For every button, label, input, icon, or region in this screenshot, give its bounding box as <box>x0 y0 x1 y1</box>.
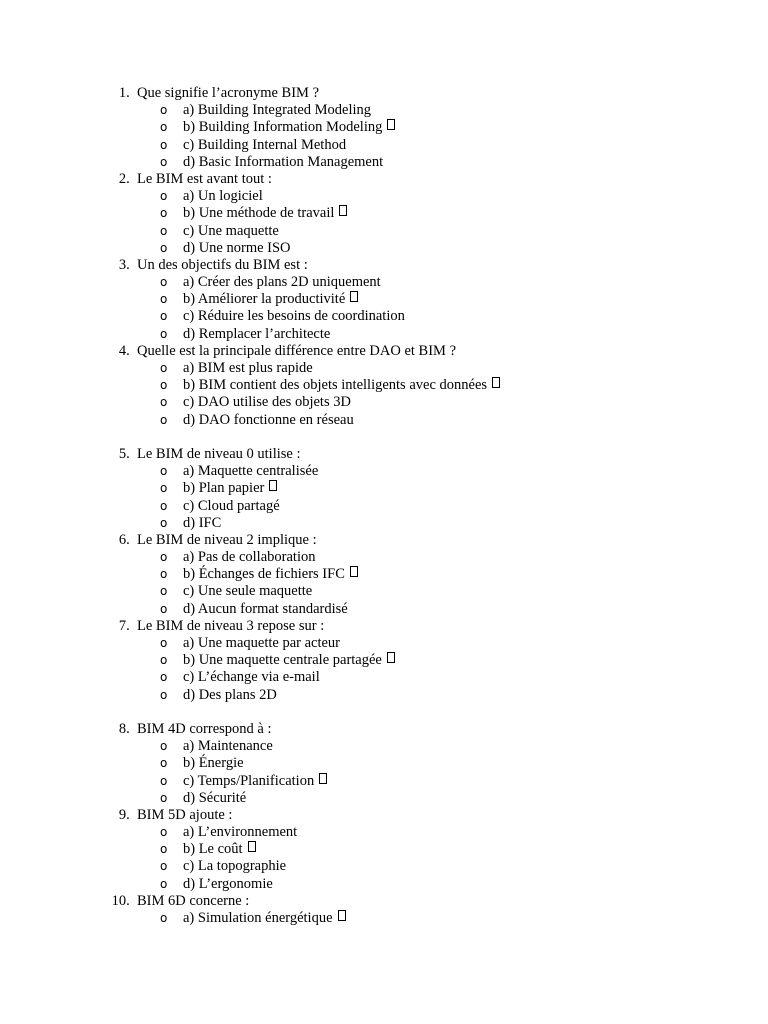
answer-option <box>0 858 768 875</box>
answer-option <box>0 515 768 532</box>
answer-option-text: b) Échanges de fichiers IFC <box>183 566 345 583</box>
question-text: BIM 5D ajoute : <box>137 806 233 823</box>
bullet-icon: o <box>160 876 168 891</box>
section-spacer <box>0 704 768 721</box>
correct-answer-box-icon <box>269 480 277 491</box>
bullet-icon: o <box>160 223 168 238</box>
answer-option <box>0 463 768 480</box>
bullet-icon: o <box>160 103 168 118</box>
question-number: 9. <box>118 806 137 823</box>
bullet-icon: o <box>160 154 168 169</box>
bullet-icon: o <box>160 137 168 152</box>
question <box>0 171 768 188</box>
answer-option <box>0 566 768 583</box>
bullet-icon: o <box>160 653 168 668</box>
answer-option-text: a) Building Integrated Modeling <box>183 102 372 119</box>
question <box>0 343 768 360</box>
question <box>0 85 768 102</box>
answer-option <box>0 188 768 205</box>
bullet-icon: o <box>160 326 168 341</box>
answer-option <box>0 755 768 772</box>
question <box>0 893 768 910</box>
answer-option-text: a) Maintenance <box>183 738 273 755</box>
answer-option-text: d) Une norme ISO <box>183 239 291 256</box>
answer-option-text: d) Basic Information Management <box>183 153 384 170</box>
bullet-icon: o <box>160 498 168 513</box>
question-number: 5. <box>118 445 137 462</box>
section-spacer <box>0 429 768 446</box>
answer-option <box>0 480 768 497</box>
bullet-icon: o <box>160 567 168 582</box>
answer-option <box>0 102 768 119</box>
answer-option <box>0 377 768 394</box>
bullet-icon: o <box>160 550 168 565</box>
correct-answer-box-icon <box>387 119 395 130</box>
answer-option-text: a) Un logiciel <box>183 188 263 205</box>
bullet-icon: o <box>160 825 168 840</box>
bullet-icon: o <box>160 842 168 857</box>
answer-option-text: c) La topographie <box>183 858 287 875</box>
answer-option <box>0 738 768 755</box>
correct-answer-box-icon <box>339 205 347 216</box>
bullet-icon: o <box>160 361 168 375</box>
question-text: Le BIM est avant tout : <box>137 170 272 187</box>
question-text: Le BIM de niveau 2 implique : <box>137 531 317 548</box>
answer-option <box>0 841 768 858</box>
question-text: BIM 6D concerne : <box>137 892 250 909</box>
correct-answer-box-icon <box>319 773 327 784</box>
answer-option <box>0 274 768 291</box>
bullet-icon: o <box>160 790 168 805</box>
bullet-icon: o <box>160 481 168 496</box>
answer-option <box>0 601 768 618</box>
answer-option <box>0 549 768 566</box>
question <box>0 807 768 824</box>
bullet-icon: o <box>160 601 168 616</box>
answer-option-text: b) Building Information Modeling <box>183 119 383 136</box>
answer-option-text: a) BIM est plus rapide <box>183 360 313 376</box>
answer-option <box>0 205 768 222</box>
answer-option-text: b) Le coût <box>183 841 243 858</box>
bullet-icon: o <box>160 412 168 427</box>
bullet-icon: o <box>160 584 168 599</box>
answer-option-text: c) Temps/Planification <box>183 772 315 789</box>
answer-option <box>0 790 768 807</box>
answer-option-text: c) L’échange via e-mail <box>183 669 320 686</box>
answer-option <box>0 137 768 154</box>
answer-option <box>0 773 768 790</box>
answer-option <box>0 394 768 411</box>
question-text: Le BIM de niveau 3 repose sur : <box>137 617 325 634</box>
answer-option-text: a) Pas de collaboration <box>183 549 316 566</box>
answer-option <box>0 223 768 240</box>
bullet-icon: o <box>160 292 168 307</box>
bullet-icon: o <box>160 739 168 754</box>
question-number: 8. <box>118 720 137 737</box>
answer-option <box>0 308 768 325</box>
answer-option <box>0 412 768 429</box>
answer-option-text: b) Une maquette centrale partagée <box>183 652 382 669</box>
question-number: 10. <box>111 892 137 909</box>
answer-option-text: a) Maquette centralisée <box>183 463 319 480</box>
answer-option <box>0 910 768 927</box>
bullet-icon: o <box>160 275 168 290</box>
answer-option-text: c) Cloud partagé <box>183 497 280 514</box>
bullet-icon: o <box>160 189 168 204</box>
question <box>0 721 768 738</box>
bullet-icon: o <box>160 240 168 255</box>
answer-option-text: d) Des plans 2D <box>183 686 277 703</box>
answer-option-text: d) DAO fonctionne en réseau <box>183 411 354 428</box>
answer-option-text: a) Simulation énergétique <box>183 910 333 926</box>
question <box>0 446 768 463</box>
bullet-icon: o <box>160 395 168 410</box>
question <box>0 257 768 274</box>
answer-option <box>0 498 768 515</box>
question-number: 2. <box>118 170 137 187</box>
correct-answer-box-icon <box>338 910 346 921</box>
answer-option-text: c) DAO utilise des objets 3D <box>183 394 351 411</box>
answer-option <box>0 240 768 257</box>
answer-option-text: b) Énergie <box>183 755 244 772</box>
answer-option-text: c) Une seule maquette <box>183 583 313 600</box>
answer-option <box>0 154 768 171</box>
answer-option <box>0 119 768 136</box>
answer-option-text: b) BIM contient des objets intelligents avec données <box>183 377 488 394</box>
bullet-icon: o <box>160 309 168 324</box>
question-text: Un des objectifs du BIM est : <box>137 256 308 273</box>
bullet-icon: o <box>160 756 168 771</box>
bullet-icon: o <box>160 464 168 479</box>
answer-option <box>0 876 768 893</box>
answer-option-text: d) L’ergonomie <box>183 875 273 892</box>
bullet-icon: o <box>160 378 168 393</box>
answer-option-text: a) Créer des plans 2D uniquement <box>183 274 381 291</box>
answer-option <box>0 360 768 377</box>
answer-option <box>0 669 768 686</box>
question <box>0 532 768 549</box>
bullet-icon: o <box>160 911 168 925</box>
answer-option-text: d) Remplacer l’architecte <box>183 325 331 342</box>
answer-option-text: a) Une maquette par acteur <box>183 635 340 651</box>
question-text: BIM 4D correspond à : <box>137 720 272 737</box>
question-text: Quelle est la principale différence entre DAO et BIM ? <box>137 342 456 359</box>
bullet-icon: o <box>160 859 168 874</box>
answer-option-text: c) Réduire les besoins de coordination <box>183 308 405 325</box>
question-number: 7. <box>118 617 137 634</box>
question-number: 4. <box>118 342 137 359</box>
question-number: 3. <box>118 256 137 273</box>
quiz-list <box>0 85 768 927</box>
question-number: 1. <box>118 85 137 101</box>
answer-option <box>0 652 768 669</box>
correct-answer-box-icon <box>350 291 358 302</box>
bullet-icon: o <box>160 773 168 788</box>
bullet-icon: o <box>160 687 168 702</box>
bullet-icon: o <box>160 120 168 135</box>
bullet-icon: o <box>160 670 168 685</box>
answer-option-text: d) Sécurité <box>183 789 247 806</box>
answer-option <box>0 291 768 308</box>
answer-option <box>0 635 768 652</box>
answer-option-text: a) L’environnement <box>183 824 298 841</box>
correct-answer-box-icon <box>492 377 500 388</box>
question-text: Que signifie l’acronyme BIM ? <box>137 85 320 101</box>
answer-option <box>0 326 768 343</box>
answer-option-text: b) Plan papier <box>183 480 265 497</box>
correct-answer-box-icon <box>248 841 256 852</box>
bullet-icon: o <box>160 636 168 650</box>
answer-option-text: c) Une maquette <box>183 222 279 239</box>
answer-option-text: c) Building Internal Method <box>183 136 347 153</box>
answer-option <box>0 687 768 704</box>
answer-option-text: d) IFC <box>183 514 222 531</box>
question <box>0 618 768 635</box>
answer-option <box>0 583 768 600</box>
answer-option-text: b) Une méthode de travail <box>183 205 335 222</box>
correct-answer-box-icon <box>350 566 358 577</box>
question-text: Le BIM de niveau 0 utilise : <box>137 445 301 462</box>
bullet-icon: o <box>160 515 168 530</box>
answer-option-text: b) Améliorer la productivité <box>183 291 346 308</box>
question-number: 6. <box>118 531 137 548</box>
bullet-icon: o <box>160 206 168 221</box>
correct-answer-box-icon <box>387 652 395 663</box>
answer-option <box>0 824 768 841</box>
answer-option-text: d) Aucun format standardisé <box>183 600 348 617</box>
